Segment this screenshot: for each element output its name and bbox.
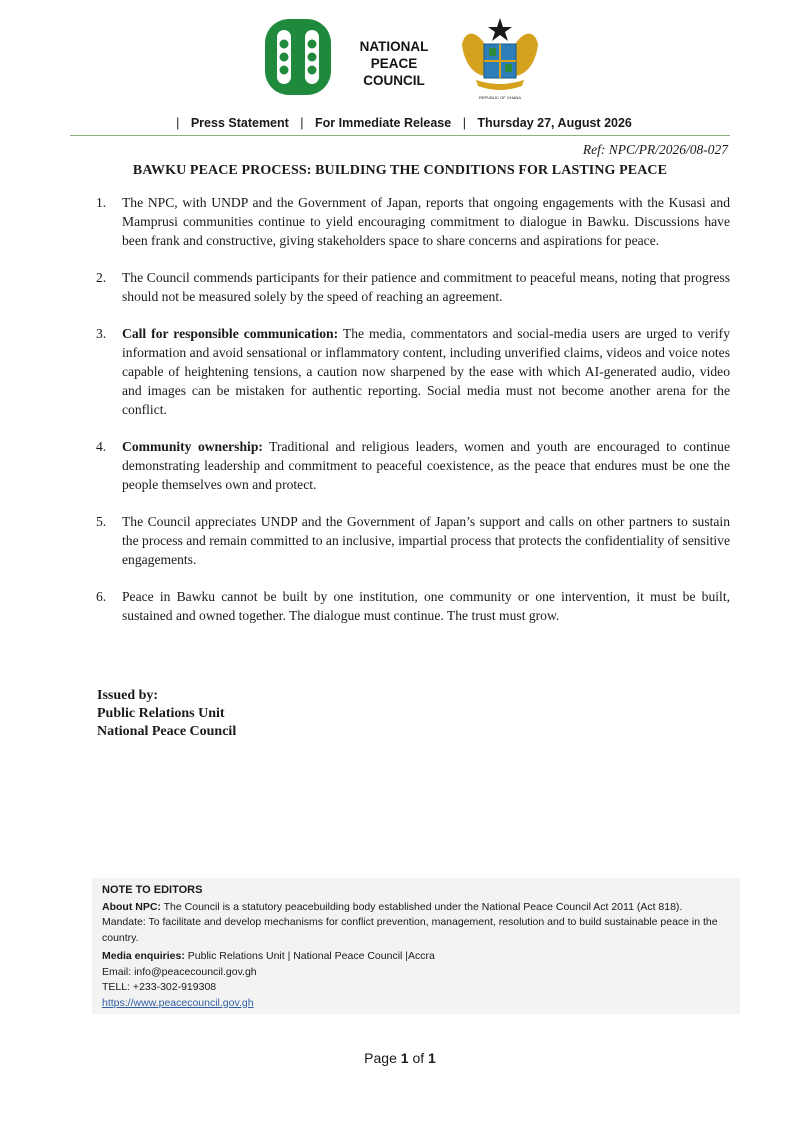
list-item — [96, 324, 730, 419]
page-number — [0, 1050, 800, 1066]
media-enquiries — [102, 949, 730, 965]
point-text: The Council appreciates UNDP and the Government of Japan’s support and calls on other partners to sustain the process and remain committed to an inclusive, impartial process that protects the confidentiality of sensitive engagements. — [122, 514, 730, 567]
list-item — [96, 193, 730, 250]
point-lead: Community ownership: — [122, 439, 263, 454]
point-text: The Council commends participants for their patience and commitment to peaceful means, noting that progress should not be measured solely by the speed of reaching an agreement. — [122, 270, 730, 304]
phone-line: TELL: +233-302-919308 — [102, 981, 217, 993]
separator: | — [462, 116, 466, 130]
ghana-coat-of-arms-icon — [456, 14, 544, 102]
statement-points — [96, 193, 730, 643]
website-link[interactable]: https://www.peacecouncil.gov.gh — [102, 996, 254, 1009]
email-line: Email: info@peacecouncil.gov.gh — [102, 965, 257, 978]
press-statement-label: Press Statement — [190, 116, 289, 130]
point-number: 2. — [96, 270, 107, 285]
point-number: 1. — [96, 195, 107, 210]
about-text: The Council is a statutory peacebuilding body established under the National Peace Council Act 2011 (Act 818). — [160, 900, 683, 913]
about-label: About NPC: — [102, 900, 161, 913]
page-total: 1 — [428, 1050, 436, 1066]
media-label: Media enquiries: — [102, 950, 185, 962]
release-bar — [70, 116, 730, 130]
point-text: The media, commentators and social-media users are urged to verify information and avoid sensational or inflammatory content, including unverified claims, videos and voice notes capable of heightening tensions, a caution now sharpened by the ease with which AI-generated audio, video and images can be mistaken for authentic reporting. Social media must not become another arena for the conflict. — [122, 326, 730, 417]
point-text: Peace in Bawku cannot be built by one institution, one community or one intervention, it must be built, sustained and owned together. The dialogue must continue. The trust must grow. — [122, 589, 730, 623]
list-item — [96, 512, 730, 569]
reference-number: Ref: NPC/PR/2026/08-027 — [582, 142, 728, 157]
issued-by-block — [97, 687, 236, 741]
point-number: 3. — [96, 326, 107, 341]
npc-logo-icon — [262, 16, 334, 98]
point-lead: Call for responsible communication: — [122, 326, 339, 341]
point-number: 4. — [96, 439, 107, 454]
list-item — [96, 437, 730, 494]
coat-of-arms-caption: REPUBLIC OF GHANA — [478, 95, 522, 100]
issuer-unit: Public Relations Unit — [97, 706, 225, 721]
point-number: 5. — [96, 514, 107, 529]
org-name-line1: NATIONAL PEACE — [359, 39, 429, 71]
issued-by-label: Issued by: — [97, 688, 159, 703]
issuer-org: National Peace Council — [97, 724, 237, 739]
separator: | — [176, 116, 180, 130]
immediate-release-label: For Immediate Release — [315, 116, 452, 130]
list-item — [96, 587, 730, 625]
release-date: Thursday 27, August 2026 — [477, 116, 632, 130]
point-text: Traditional and religious leaders, women and youth are encouraged to continue demonstrating leadership and commitment to peaceful coexistence, as the peace that endures must be one the people themselves own and protect. — [122, 439, 730, 492]
letterhead — [0, 14, 800, 104]
point-number: 6. — [96, 589, 107, 604]
header-divider — [70, 135, 730, 136]
page-current: 1 — [400, 1050, 409, 1066]
page-of: of — [412, 1050, 425, 1066]
point-text: The NPC, with UNDP and the Government of Japan, reports that ongoing engagements with the Kusasi and Mamprusi communities continue to yield encouraging commitment to dialogue in Bawku. Discussions have been frank and constructive, giving stakeholders space to share concerns and aspirations for peace. — [122, 195, 730, 248]
page-label: Page — [364, 1050, 397, 1066]
org-name-line2: COUNCIL — [363, 73, 425, 88]
editors-title: NOTE TO EDITORS — [102, 884, 203, 896]
about-npc — [102, 900, 730, 916]
mandate-text: Mandate: To facilitate and develop mechanisms for conflict prevention, management, resolution and to build sustainable peace in the country. — [102, 916, 718, 944]
list-item — [96, 268, 730, 306]
note-to-editors — [92, 878, 740, 1014]
document-title: BAWKU PEACE PROCESS: BUILDING THE CONDITIONS FOR LASTING PEACE — [132, 163, 668, 178]
org-name — [338, 38, 450, 89]
media-text: Public Relations Unit | National Peace Council |Accra — [184, 950, 435, 962]
separator: | — [300, 116, 304, 130]
